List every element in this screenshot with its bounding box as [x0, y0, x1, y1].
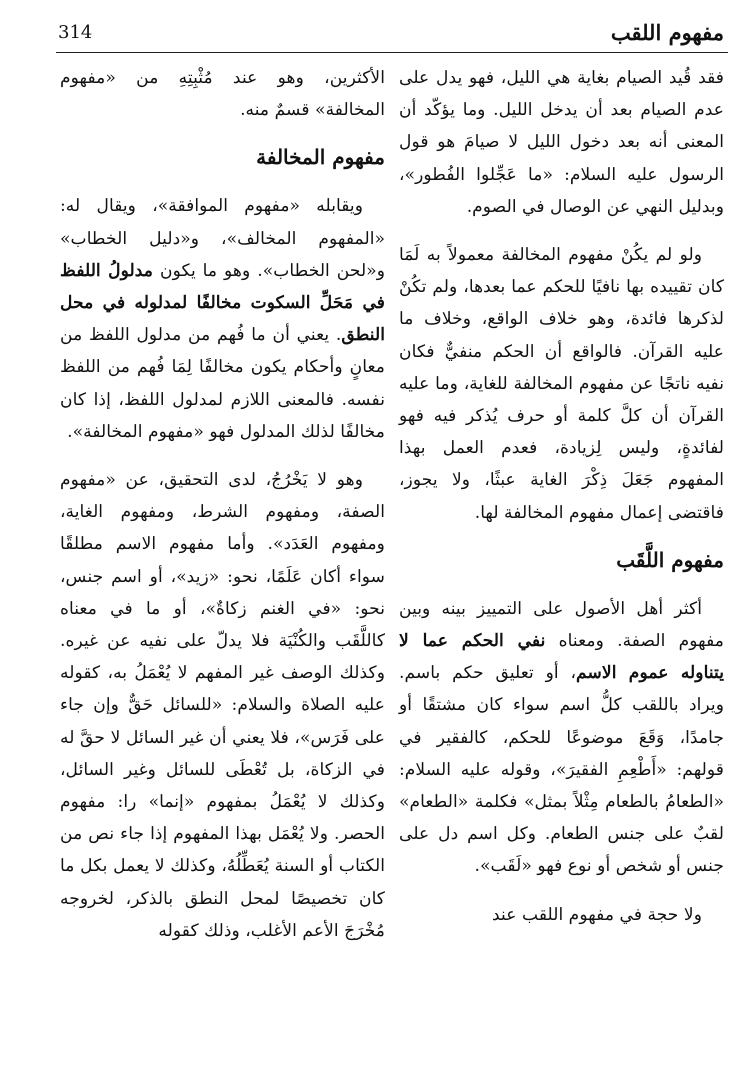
paragraph: وهو لا يَخْرُجُ، لدى التحقيق، عن «مفهوم الصفة، ومفهوم الشرط، ومفهوم الغاية، ومفهوم العَدَد». وأما مفهوم الاسم مطلقًا سواء أكان عَلَمًا، نحو: «زيد»، أو اسم جنس، نحو: «في الغنم زكاةٌ»، أو ما في معناه كاللَّقَب والكُنْيَة فلا يدلّ على نفيه عن غيره. وكذلك الوصف غير المفهم لا يُعْمَلُ به، كقوله عليه الصلاة والسلام: «للسائل حَقٌّ وإن جاء على فَرَس»، فلا يعني أن غير السائل لا حقَّ له في الزكاة، بل تُعْطَى للسائل وغير السائل، وكذلك لا يُعْمَلُ بمفهوم «إنما» را: مفهوم الحصر. ولا يُعْمَل بهذا المفهوم إذا جاء نص من الكتاب أو السنة يُعَطِّلُهُ، وكذلك لا يعمل بكل ما كان تخصيصًا لمحل النطق بالذكر، لخروجه مُخْرَجَ الأعم الأغلب، وذلك كقوله	[60, 470, 385, 941]
section-heading: مفهوم اللَّقَب	[616, 547, 724, 572]
paragraph	[399, 593, 724, 883]
left-column	[60, 62, 385, 963]
bold-definition: مدلولُ اللفظ في مَحَلِّ السكوت مخالفًا لمدلوله في محل النطق	[60, 260, 385, 346]
paragraph: ولو لم يكُنْ مفهوم المخالفة معمولاً به لَمَا كان تقييده بها نافيًا للحكم عما بعدها، ولم تكُنْ لذكرها فائدة، وهو خلاف الواقع، وخلاف ما عليه القرآن. فالواقع أن الحكم منفيٌّ فكان نفيه ناتجًا عن مفهوم المخالفة للغاية، وما عليه القرآن أن كلَّ كلمة أو حرف يُذكر فيه فهو لفائدةٍ، وليس لِزيادة، فعدم العمل بهذا المفهوم جَعَلَ ذِكْرَ الغاية عبثًا، ولا يجوز، فاقتضى إعمال مفهوم المخالفة لها.	[399, 245, 724, 523]
right-column	[399, 62, 724, 947]
paragraph: الأكثرين، وهو عند مُثْبِتِهِ من «مفهوم المخالفة» قسمٌ منه.	[60, 68, 385, 121]
paragraph: فقد قُيد الصيام بغاية هي الليل، فهو يدل على عدم الصيام بعد أن يدخل الليل. وما يؤكّد أن المعنى أنه بعد دخول الليل لا صيامَ هو قول الرسول عليه السلام: «ما عَجِّلوا الفُطور»، وبدليل النهي عن الوصال في الصوم.	[399, 68, 724, 217]
page-number: 314	[58, 22, 93, 43]
paragraph	[60, 190, 385, 448]
bold-definition: نفي الحكم عما لا يتناوله عموم الاسم	[399, 631, 724, 684]
text-run: . يعني أن ما فُهم من مدلول اللفظ من معانٍ وأحكام يكون مخالفًا لِمَا فُهم من اللفظ نفسه. فالمعنى اللازم لمدلول اللفظ، إذا كان مخالفًا لذلك المدلول فهو «مفهوم المخالفة».	[60, 325, 385, 442]
page-header	[56, 18, 728, 53]
running-title: مفهوم اللقب	[610, 20, 724, 45]
paragraph: ولا حجة في مفهوم اللقب عند	[492, 904, 702, 925]
text-run: ، أو تعليق حكم باسم. ويراد باللقب كلُّ اسم سواء كان مشتقًا أو جامدًا، وَقَعَ موضوعًا للحكم، كالفقير في قولهم: «أَطْعِمِ الفقيرَ»، وقوله عليه السلام: «الطعامُ بالطعام مِثْلاً بمثل» فكلمة «الطعام» لقبٌ على جنس الطعام. وكل اسم دل على جنس أو شخص أو نوع فهو «لَقَب».	[399, 663, 724, 877]
text-run: ويقابله «مفهوم الموافقة»، ويقال له: «المفهوم المخالف»، و«دليل الخطاب» و«لحن الخطاب». وهو ما يكون	[60, 196, 385, 281]
text-run: أكثر أهل الأصول على التمييز بينه وبين مفهوم الصفة. ومعناه	[399, 598, 724, 652]
section-heading: مفهوم المخالفة	[256, 145, 385, 170]
